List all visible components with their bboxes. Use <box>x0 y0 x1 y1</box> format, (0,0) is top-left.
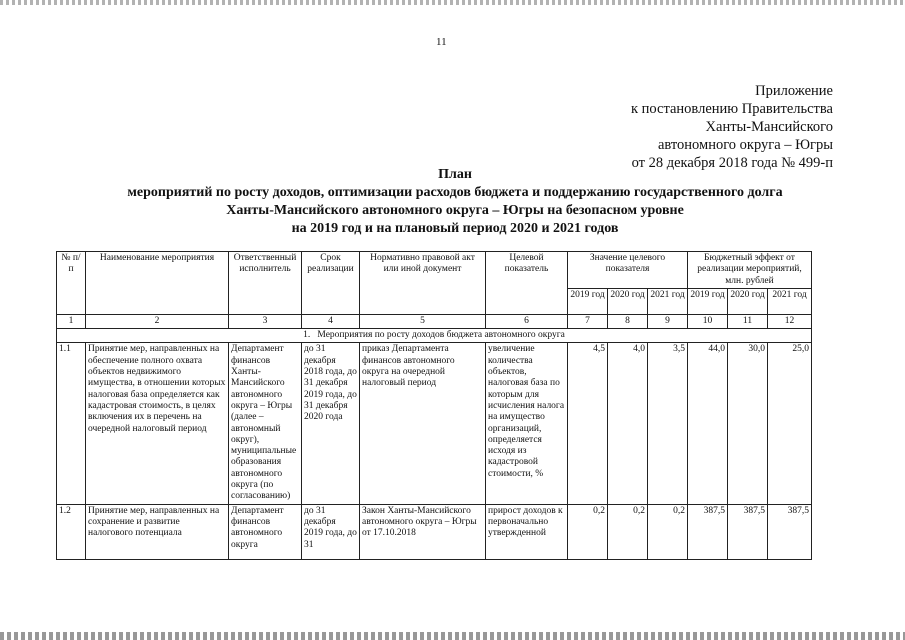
document-title <box>40 166 870 238</box>
budget-effect-2020: 387,5 <box>728 504 768 559</box>
appendix-block <box>533 82 833 172</box>
title-line: План <box>438 167 472 182</box>
header-year-2019: 2019 год <box>688 288 728 314</box>
header-target-values: Значение целевого показателя <box>568 252 688 289</box>
header-row <box>57 252 812 289</box>
column-number: 3 <box>229 314 302 328</box>
table-row <box>57 343 812 504</box>
appendix-line: от 28 декабря 2018 года № 499-п <box>631 155 833 171</box>
title-line: мероприятий по росту доходов, оптимизации расходов бюджета и поддержанию государственного долга <box>127 185 783 200</box>
target-value-2020: 4,0 <box>608 343 648 504</box>
table-row <box>57 504 812 559</box>
target-value-2020: 0,2 <box>608 504 648 559</box>
normative-act: приказ Департамента финансов автономного округа на очередной налоговый период <box>360 343 486 504</box>
header-term: Срок реализации <box>302 252 360 315</box>
header-indicator: Целевой показатель <box>486 252 568 315</box>
column-number: 7 <box>568 314 608 328</box>
budget-effect-2020: 30,0 <box>728 343 768 504</box>
column-number: 10 <box>688 314 728 328</box>
target-value-2021: 3,5 <box>648 343 688 504</box>
appendix-line: Ханты-Мансийского <box>705 119 833 135</box>
column-number: 11 <box>728 314 768 328</box>
responsible-executor: Департамент финансов автономного округа <box>229 504 302 559</box>
header-year-2019: 2019 год <box>568 288 608 314</box>
target-value-2021: 0,2 <box>648 504 688 559</box>
header-year-2020: 2020 год <box>608 288 648 314</box>
title-line: Ханты-Мансийского автономного округа – Югры на безопасном уровне <box>226 203 684 218</box>
responsible-executor: Департамент финансов Ханты-Мансийского автономного округа – Югры (далее – автономный округ), муниципальные образования автономного округа (по согласованию) <box>229 343 302 504</box>
header-year-2020: 2020 год <box>728 288 768 314</box>
header-budget-effect: Бюджетный эффект от реализации мероприятий, млн. рублей <box>688 252 812 289</box>
measure-name: Принятие мер, направленных на сохранение и развитие налогового потенциала <box>86 504 229 559</box>
budget-effect-2019: 44,0 <box>688 343 728 504</box>
budget-effect-2021: 387,5 <box>768 504 812 559</box>
measure-name: Принятие мер, направленных на обеспечение полного охвата объектов недвижимого имущества, в отношении которых налоговая база определяется как кадастровая стоимость, в целях включения их в перечень на очередной налоговый период <box>86 343 229 504</box>
header-num: № п/п <box>57 252 86 315</box>
budget-effect-2019: 387,5 <box>688 504 728 559</box>
header-name: Наименование мероприятия <box>86 252 229 315</box>
column-numbers-row <box>57 314 812 328</box>
header-executor: Ответственный исполнитель <box>229 252 302 315</box>
normative-act: Закон Ханты-Мансийского автономного округа – Югры от 17.10.2018 <box>360 504 486 559</box>
page-number: 11 <box>436 36 447 48</box>
row-number: 1.2 <box>57 504 86 559</box>
header-year-2021: 2021 год <box>768 288 812 314</box>
section-title: 1. Мероприятия по росту доходов бюджета автономного округа <box>57 329 812 343</box>
implementation-term: до 31 декабря 2019 года, до 31 <box>302 504 360 559</box>
header-year-2021: 2021 год <box>648 288 688 314</box>
target-value-2019: 0,2 <box>568 504 608 559</box>
appendix-line: автономного округа – Югры <box>657 137 833 153</box>
column-number: 8 <box>608 314 648 328</box>
column-number: 4 <box>302 314 360 328</box>
target-value-2019: 4,5 <box>568 343 608 504</box>
column-number: 12 <box>768 314 812 328</box>
target-indicator: увеличение количества объектов, налоговая база по которым для исчисления налога на имущество организаций, определяется исходя из кадастровой стоимости, % <box>486 343 568 504</box>
appendix-line: к постановлению Правительства <box>631 101 833 117</box>
header-act: Нормативно правовой акт или иной документ <box>360 252 486 315</box>
column-number: 2 <box>86 314 229 328</box>
column-number: 6 <box>486 314 568 328</box>
implementation-term: до 31 декабря 2018 года, до 31 декабря 2019 года, до 31 декабря 2020 года <box>302 343 360 504</box>
scan-bottom-edge <box>0 632 905 640</box>
plan-table <box>56 251 812 560</box>
scan-top-edge <box>0 0 905 5</box>
budget-effect-2021: 25,0 <box>768 343 812 504</box>
title-line: на 2019 год и на плановый период 2020 и 2021 годов <box>291 221 619 236</box>
column-number: 9 <box>648 314 688 328</box>
column-number: 5 <box>360 314 486 328</box>
row-number: 1.1 <box>57 343 86 504</box>
appendix-line: Приложение <box>755 83 833 99</box>
section-row <box>57 329 812 343</box>
target-indicator: прирост доходов к первоначально утвержденной <box>486 504 568 559</box>
column-number: 1 <box>57 314 86 328</box>
